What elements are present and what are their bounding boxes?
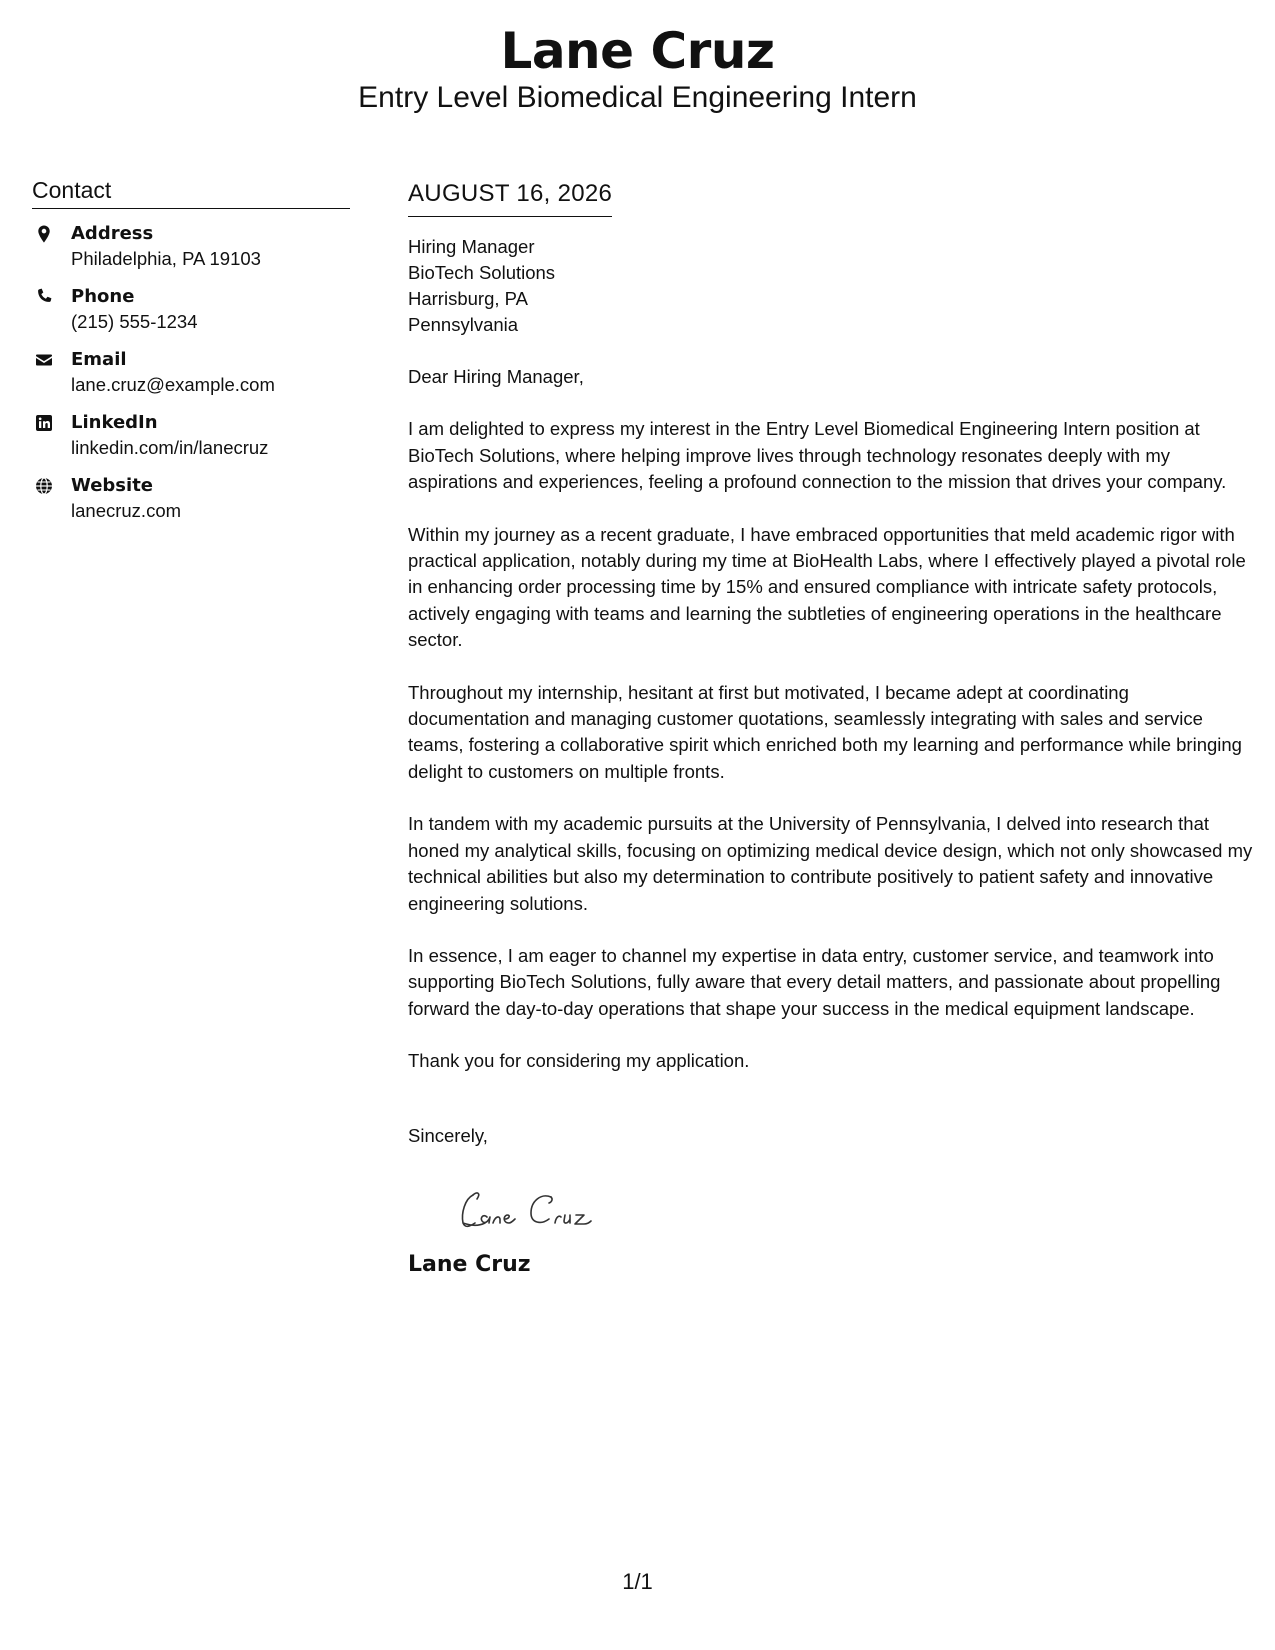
- letter-body: [408, 178, 1253, 1279]
- closing: Sincerely,: [408, 1124, 488, 1146]
- contact-label-website: Website: [71, 475, 154, 496]
- envelope-icon: [34, 350, 54, 370]
- contact-heading: Contact: [32, 176, 350, 209]
- contact-label-email: Email: [71, 349, 127, 370]
- applicant-name: Lane Cruz: [500, 22, 775, 80]
- recipient-line: Harrisburg, PA: [408, 288, 528, 309]
- linkedin-icon: [34, 413, 54, 433]
- job-title: Entry Level Biomedical Engineering Intern: [358, 81, 917, 114]
- contact-label-linkedin: LinkedIn: [71, 412, 158, 433]
- recipient-line: Pennsylvania: [408, 314, 519, 335]
- letter-paragraph: Thank you for considering my application.: [408, 1050, 750, 1072]
- contact-label-phone: Phone: [71, 286, 135, 307]
- letter-paragraph: In tandem with my academic pursuits at the University of Pennsylvania, I delved into research that honed my analytical skills, focusing on optimizing medical device design, which not only showcased my technical abilities but also my determination to contribute positively to patient safety and innovative engineering solutions.: [408, 813, 1253, 914]
- letter-paragraph: I am delighted to express my interest in the Entry Level Biomedical Engineering Intern position at BioTech Solutions, where helping improve lives through technology resonates deeply with my aspirations and experiences, feeling a profound connection to the mission that drives your company.: [408, 418, 1227, 493]
- contact-value-linkedin[interactable]: linkedin.com/in/lanecruz: [71, 437, 269, 458]
- contact-label-address: Address: [71, 223, 154, 244]
- contact-item-phone: [32, 284, 350, 334]
- recipient-line: Hiring Manager: [408, 236, 535, 257]
- page-number: 1/1: [622, 1569, 653, 1594]
- contact-sidebar: [32, 176, 350, 536]
- letter-paragraph: Throughout my internship, hesitant at first but motivated, I became adept at coordinating documentation and managing customer quotations, seamlessly integrating with sales and service teams, fostering a collaborative spirit which enriched both my learning and performance while bringing delight to customers on multiple fronts.: [408, 681, 1242, 782]
- letter-header: [0, 20, 1275, 116]
- map-pin-icon: [34, 224, 54, 244]
- contact-value-email[interactable]: lane.cruz@example.com: [71, 374, 275, 395]
- salutation: Dear Hiring Manager,: [408, 366, 584, 387]
- handwritten-signature: [455, 1183, 1253, 1233]
- recipient-line: BioTech Solutions: [408, 262, 556, 283]
- letter-paragraph: In essence, I am eager to channel my expertise in data entry, customer service, and teamwork into supporting BioTech Solutions, fully aware that every detail matters, and passionate about propelling forward the day-to-day operations that shape your success in the medical equipment landscape.: [408, 944, 1221, 1019]
- letter-date: AUGUST 16, 2026: [408, 178, 612, 217]
- contact-item-website: [32, 473, 350, 523]
- contact-value-phone[interactable]: (215) 555-1234: [71, 311, 198, 332]
- contact-item-address: [32, 221, 350, 271]
- contact-value-website[interactable]: lanecruz.com: [71, 500, 182, 521]
- globe-icon: [34, 476, 54, 496]
- recipient-block: [408, 234, 1253, 338]
- phone-icon: [34, 287, 54, 307]
- contact-list: [32, 221, 350, 523]
- contact-item-email: [32, 347, 350, 397]
- contact-value-address: Philadelphia, PA 19103: [71, 248, 261, 269]
- letter-paragraph: Within my journey as a recent graduate, I have embraced opportunities that meld academic rigor with practical application, notably during my time at BioHealth Labs, where I effectively played a pivotal role in enhancing order processing time by 15% and ensured compliance with intricate safety protocols, actively engaging with teams and learning the subtleties of engineering operations in the healthcare sector.: [408, 523, 1246, 651]
- contact-item-linkedin: [32, 410, 350, 460]
- signer-name: Lane Cruz: [408, 1251, 531, 1277]
